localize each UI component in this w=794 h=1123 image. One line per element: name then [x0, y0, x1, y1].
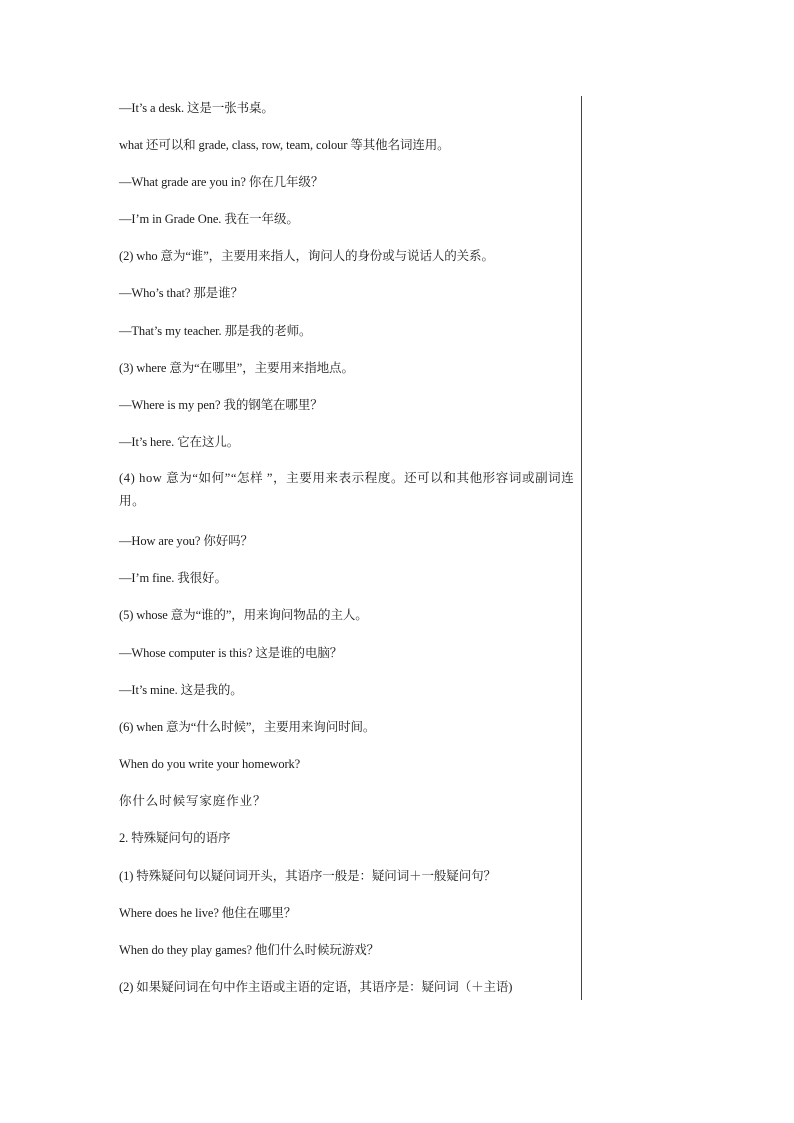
text-line: —It’s a desk. 这是一张书桌。: [119, 101, 274, 115]
text-line: —Who’s that? 那是谁？: [119, 286, 243, 300]
text-line: —Where is my pen? 我的钢笔在哪里？: [119, 398, 323, 412]
text-paragraph: (4) how 意为“如何”“怎样 ”，主要用来表示程度。还可以和其他形容词或副词连用。: [119, 471, 575, 508]
text-line: When do they play games? 他们什么时候玩游戏？: [119, 943, 379, 957]
text-line: (1) 特殊疑问句以疑问词开头，其语序一般是：疑问词＋一般疑问句？: [119, 869, 496, 883]
text-line: —I’m fine. 我很好。: [119, 571, 227, 585]
text-line: (2) 如果疑问词在句中作主语或主语的定语，其语序是：疑问词（＋主语): [119, 980, 513, 994]
text-line: —How are you? 你好吗？: [119, 534, 253, 548]
text-line: When do you write your homework?: [119, 757, 301, 771]
text-line: —I’m in Grade One. 我在一年级。: [119, 212, 299, 226]
text-line: 你什么时候写家庭作业？: [119, 794, 267, 808]
text-line: —It’s here. 它在这儿。: [119, 435, 240, 449]
text-line: (6) when 意为“什么时候”，主要用来询问时间。: [119, 720, 376, 734]
text-line: (5) whose 意为“谁的”，用来询问物品的主人。: [119, 608, 368, 622]
text-line: —That’s my teacher. 那是我的老师。: [119, 324, 312, 338]
text-line: —It’s mine. 这是我的。: [119, 683, 243, 697]
table-cell: [119, 96, 582, 1000]
text-line: (2) who 意为“谁”，主要用来指人，询问人的身份或与说话人的关系。: [119, 249, 494, 263]
text-line: Where does he live? 他住在哪里？: [119, 906, 297, 920]
text-line: —Whose computer is this? 这是谁的电脑？: [119, 646, 343, 660]
text-line: 2. 特殊疑问句的语序: [119, 831, 231, 845]
text-line: what 还可以和 grade, class, row, team, colour 等其他名词连用。: [119, 138, 450, 152]
text-line: (3) where 意为“在哪里”，主要用来指地点。: [119, 361, 354, 375]
text-line: —What grade are you in? 你在几年级？: [119, 175, 324, 189]
